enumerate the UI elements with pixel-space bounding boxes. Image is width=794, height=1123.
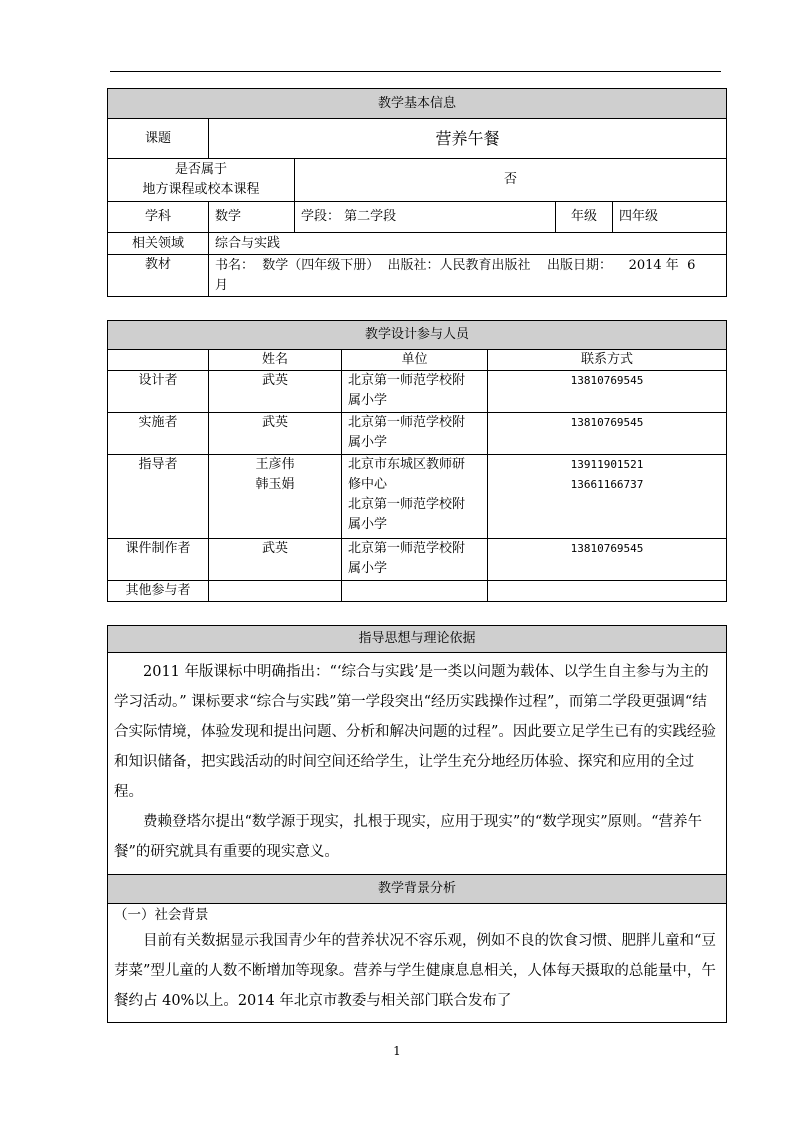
grade-label: 年级 (556, 202, 613, 233)
subject-label: 学科 (108, 202, 209, 233)
unit-line: 北京第一师范学校附 (348, 373, 466, 388)
background-subheading: （一）社会背景 (114, 907, 209, 923)
participants-header: 教学设计参与人员 (108, 321, 727, 350)
unit-line: 属小学 (348, 517, 388, 532)
empty-cell (488, 581, 727, 602)
unit-line: 北京市东城区教师研 (348, 457, 466, 472)
topic-value: 营养午餐 (209, 119, 727, 159)
background-paragraph-1: 目前有关数据显示我国青少年的营养状况不容乐观，例如不良的饮食习惯、肥胖儿童和“豆芽菜”型儿童的人数不断增加等现象。营养与学生健康息息相关，人体每天摄取的总能量中，午餐约占 40%以上。2014 年北京市教委与相关部门联合发布了 (114, 933, 716, 1009)
table-row (108, 371, 727, 413)
field-value: 综合与实践 (209, 233, 727, 255)
phone-line: 13661166737 (570, 478, 644, 491)
theory-background-table (107, 625, 727, 1023)
local-course-value: 否 (295, 159, 727, 202)
theory-paragraph-1: 2011 年版课标中明确指出：“‘综合与实践’是一类以问题为载体、以学生自主参与为主的学习活动。” 课标要求“综合与实践”第一学段突出“经历实践操作过程”，而第二学段更强调“结合实际情境，体验发现和提出问题、分析和解决问题的过程”。因此要立足学生已有的实践经验和知识储备，把实践活动的时间空间还给学生，让学生充分地经历体验、探究和应用的全过程。 (114, 664, 716, 800)
unit-cell (342, 455, 488, 539)
background-header: 教学背景分析 (108, 875, 727, 904)
unit-cell (342, 539, 488, 581)
textbook-line2: 月 (215, 277, 229, 293)
unit-line: 属小学 (348, 561, 388, 576)
empty-cell (209, 581, 342, 602)
name-cell (209, 455, 342, 539)
name-cell: 武英 (209, 371, 342, 413)
unit-cell (342, 413, 488, 455)
role-cell: 实施者 (108, 413, 209, 455)
participants-corner (108, 350, 209, 371)
name-cell: 武英 (209, 539, 342, 581)
phone-cell: 13810769545 (488, 539, 727, 581)
unit-line: 修中心 (348, 477, 388, 492)
name-cell: 武英 (209, 413, 342, 455)
basic-info-table (107, 88, 727, 297)
unit-line: 北京第一师范学校附 (348, 415, 466, 430)
phone-cell: 13810769545 (488, 413, 727, 455)
unit-line: 属小学 (348, 435, 388, 450)
local-course-label-line2: 地方课程或校本课程 (142, 182, 260, 197)
theory-header: 指导思想与理论依据 (108, 626, 727, 653)
subject-value: 数学 (209, 202, 295, 233)
local-course-label-line1: 是否属于 (174, 162, 227, 177)
table-row (108, 455, 727, 539)
stage-value: 学段： 第二学段 (295, 202, 556, 233)
unit-line: 北京第一师范学校附 (348, 541, 466, 556)
theory-paragraph-2: 费赖登塔尔提出“数学源于现实，扎根于现实，应用于现实”的“数学现实”原则。“营养午餐”的研究就具有重要的现实意义。 (114, 814, 703, 860)
col-contact: 联系方式 (488, 350, 727, 371)
grade-value: 四年级 (613, 202, 727, 233)
col-unit: 单位 (342, 350, 488, 371)
col-name: 姓名 (209, 350, 342, 371)
role-cell: 课件制作者 (108, 539, 209, 581)
top-rule (110, 71, 721, 72)
topic-label: 课题 (108, 119, 209, 159)
unit-cell (342, 371, 488, 413)
field-label: 相关领域 (108, 233, 209, 255)
phone-cell (488, 455, 727, 539)
unit-line: 属小学 (348, 393, 388, 408)
basic-info-header: 教学基本信息 (108, 89, 727, 119)
local-course-label (108, 159, 295, 202)
unit-line: 北京第一师范学校附 (348, 497, 466, 512)
textbook-value (209, 255, 727, 297)
theory-body (108, 653, 727, 875)
role-cell: 指导者 (108, 455, 209, 539)
other-participants-label: 其他参与者 (108, 581, 209, 602)
name-line: 王彦伟 (255, 457, 295, 472)
name-line: 韩玉娟 (255, 477, 295, 492)
table-row (108, 539, 727, 581)
phone-cell: 13810769545 (488, 371, 727, 413)
table-row (108, 413, 727, 455)
participants-table (107, 320, 727, 602)
phone-line: 13911901521 (570, 458, 644, 471)
role-cell: 设计者 (108, 371, 209, 413)
textbook-line1: 书名： 数学（四年级下册） 出版社：人民教育出版社 出版日期： 2014 年 6 (215, 257, 696, 273)
empty-cell (342, 581, 488, 602)
page-number: 1 (393, 1044, 401, 1058)
textbook-label: 教材 (108, 255, 209, 297)
table-row (108, 581, 727, 602)
background-body (108, 904, 727, 1023)
